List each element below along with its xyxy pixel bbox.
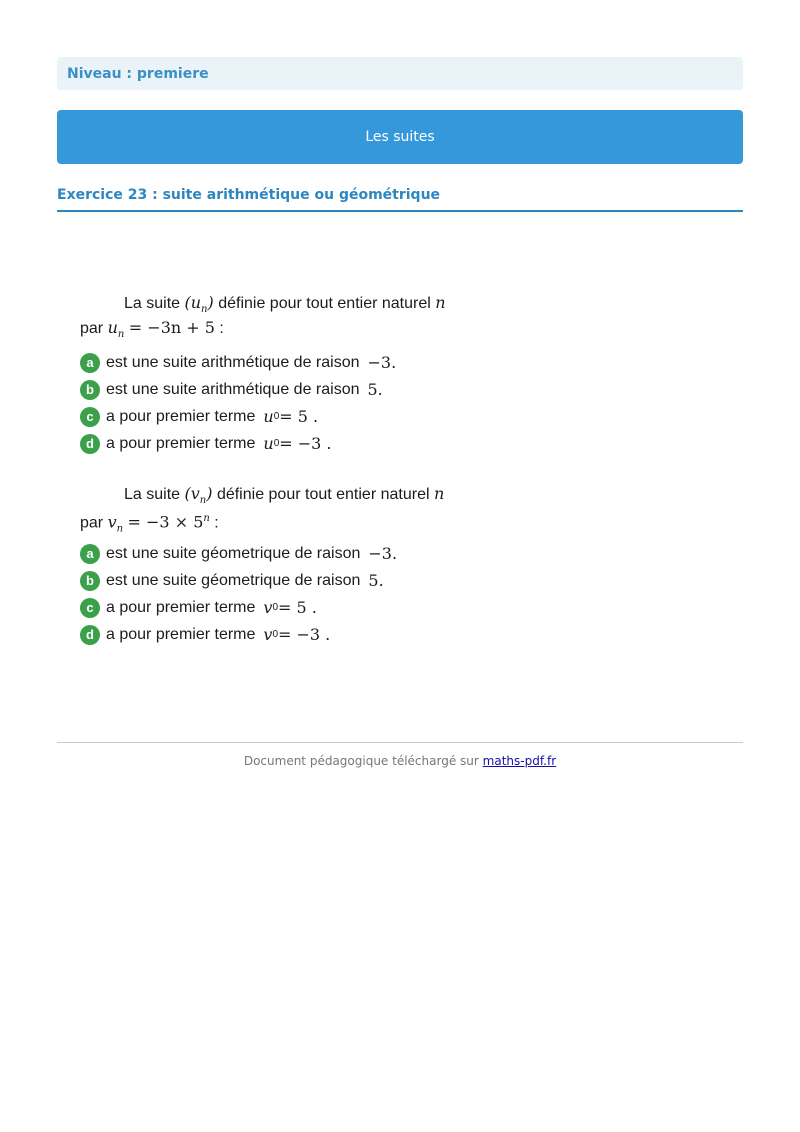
option-badge: d: [80, 625, 100, 645]
option-badge: b: [80, 571, 100, 591]
sequence-name: $(u_n)$: [184, 293, 214, 316]
option-badge: a: [80, 353, 100, 373]
level-label: Niveau : premiere: [67, 65, 209, 82]
exercise-title: Exercice 23 : suite arithmétique ou géométrique: [57, 184, 743, 212]
footer-text: Document pédagogique téléchargé sur: [243, 754, 479, 768]
option-c: c a pour premier terme v 0 = 5 .: [80, 594, 520, 621]
option-badge: d: [80, 434, 100, 454]
chapter-title: Les suites: [365, 129, 435, 145]
option-a: a est une suite arithmétique de raison −3 .: [80, 349, 520, 376]
question-block-2: [80, 481, 520, 648]
option-badge: c: [80, 407, 100, 427]
options-list: [80, 349, 520, 457]
sequence-name: $(v_n)$: [184, 484, 213, 507]
question-block-1: [80, 290, 520, 457]
question-intro: La suite $(u_n)$ définie pour tout entier naturel n: [124, 293, 446, 316]
footer-divider: [57, 742, 743, 743]
chapter-banner: [57, 110, 743, 164]
option-b: b est une suite arithmétique de raison 5 .: [80, 376, 520, 403]
sequence-definition: par $u_n = -3n + 5$ :: [80, 318, 224, 341]
exercise-body: [80, 290, 520, 672]
option-badge: b: [80, 380, 100, 400]
question-intro: La suite $(v_n)$ définie pour tout entier naturel n: [124, 484, 445, 507]
sequence-definition: par $v_n = -3 \times 5^n$ :: [80, 512, 219, 535]
option-b: b est une suite géometrique de raison 5 .: [80, 567, 520, 594]
option-badge: c: [80, 598, 100, 618]
option-d: d a pour premier terme u 0 = −3 .: [80, 430, 520, 457]
option-c: c a pour premier terme u 0 = 5 .: [80, 403, 520, 430]
footer-link[interactable]: maths-pdf.fr: [482, 754, 557, 768]
option-d: d a pour premier terme v 0 = −3 .: [80, 621, 520, 648]
level-banner: [57, 57, 743, 90]
footer: [0, 754, 800, 768]
option-a: a est une suite géometrique de raison −3 .: [80, 540, 520, 567]
options-list: [80, 540, 520, 648]
option-badge: a: [80, 544, 100, 564]
